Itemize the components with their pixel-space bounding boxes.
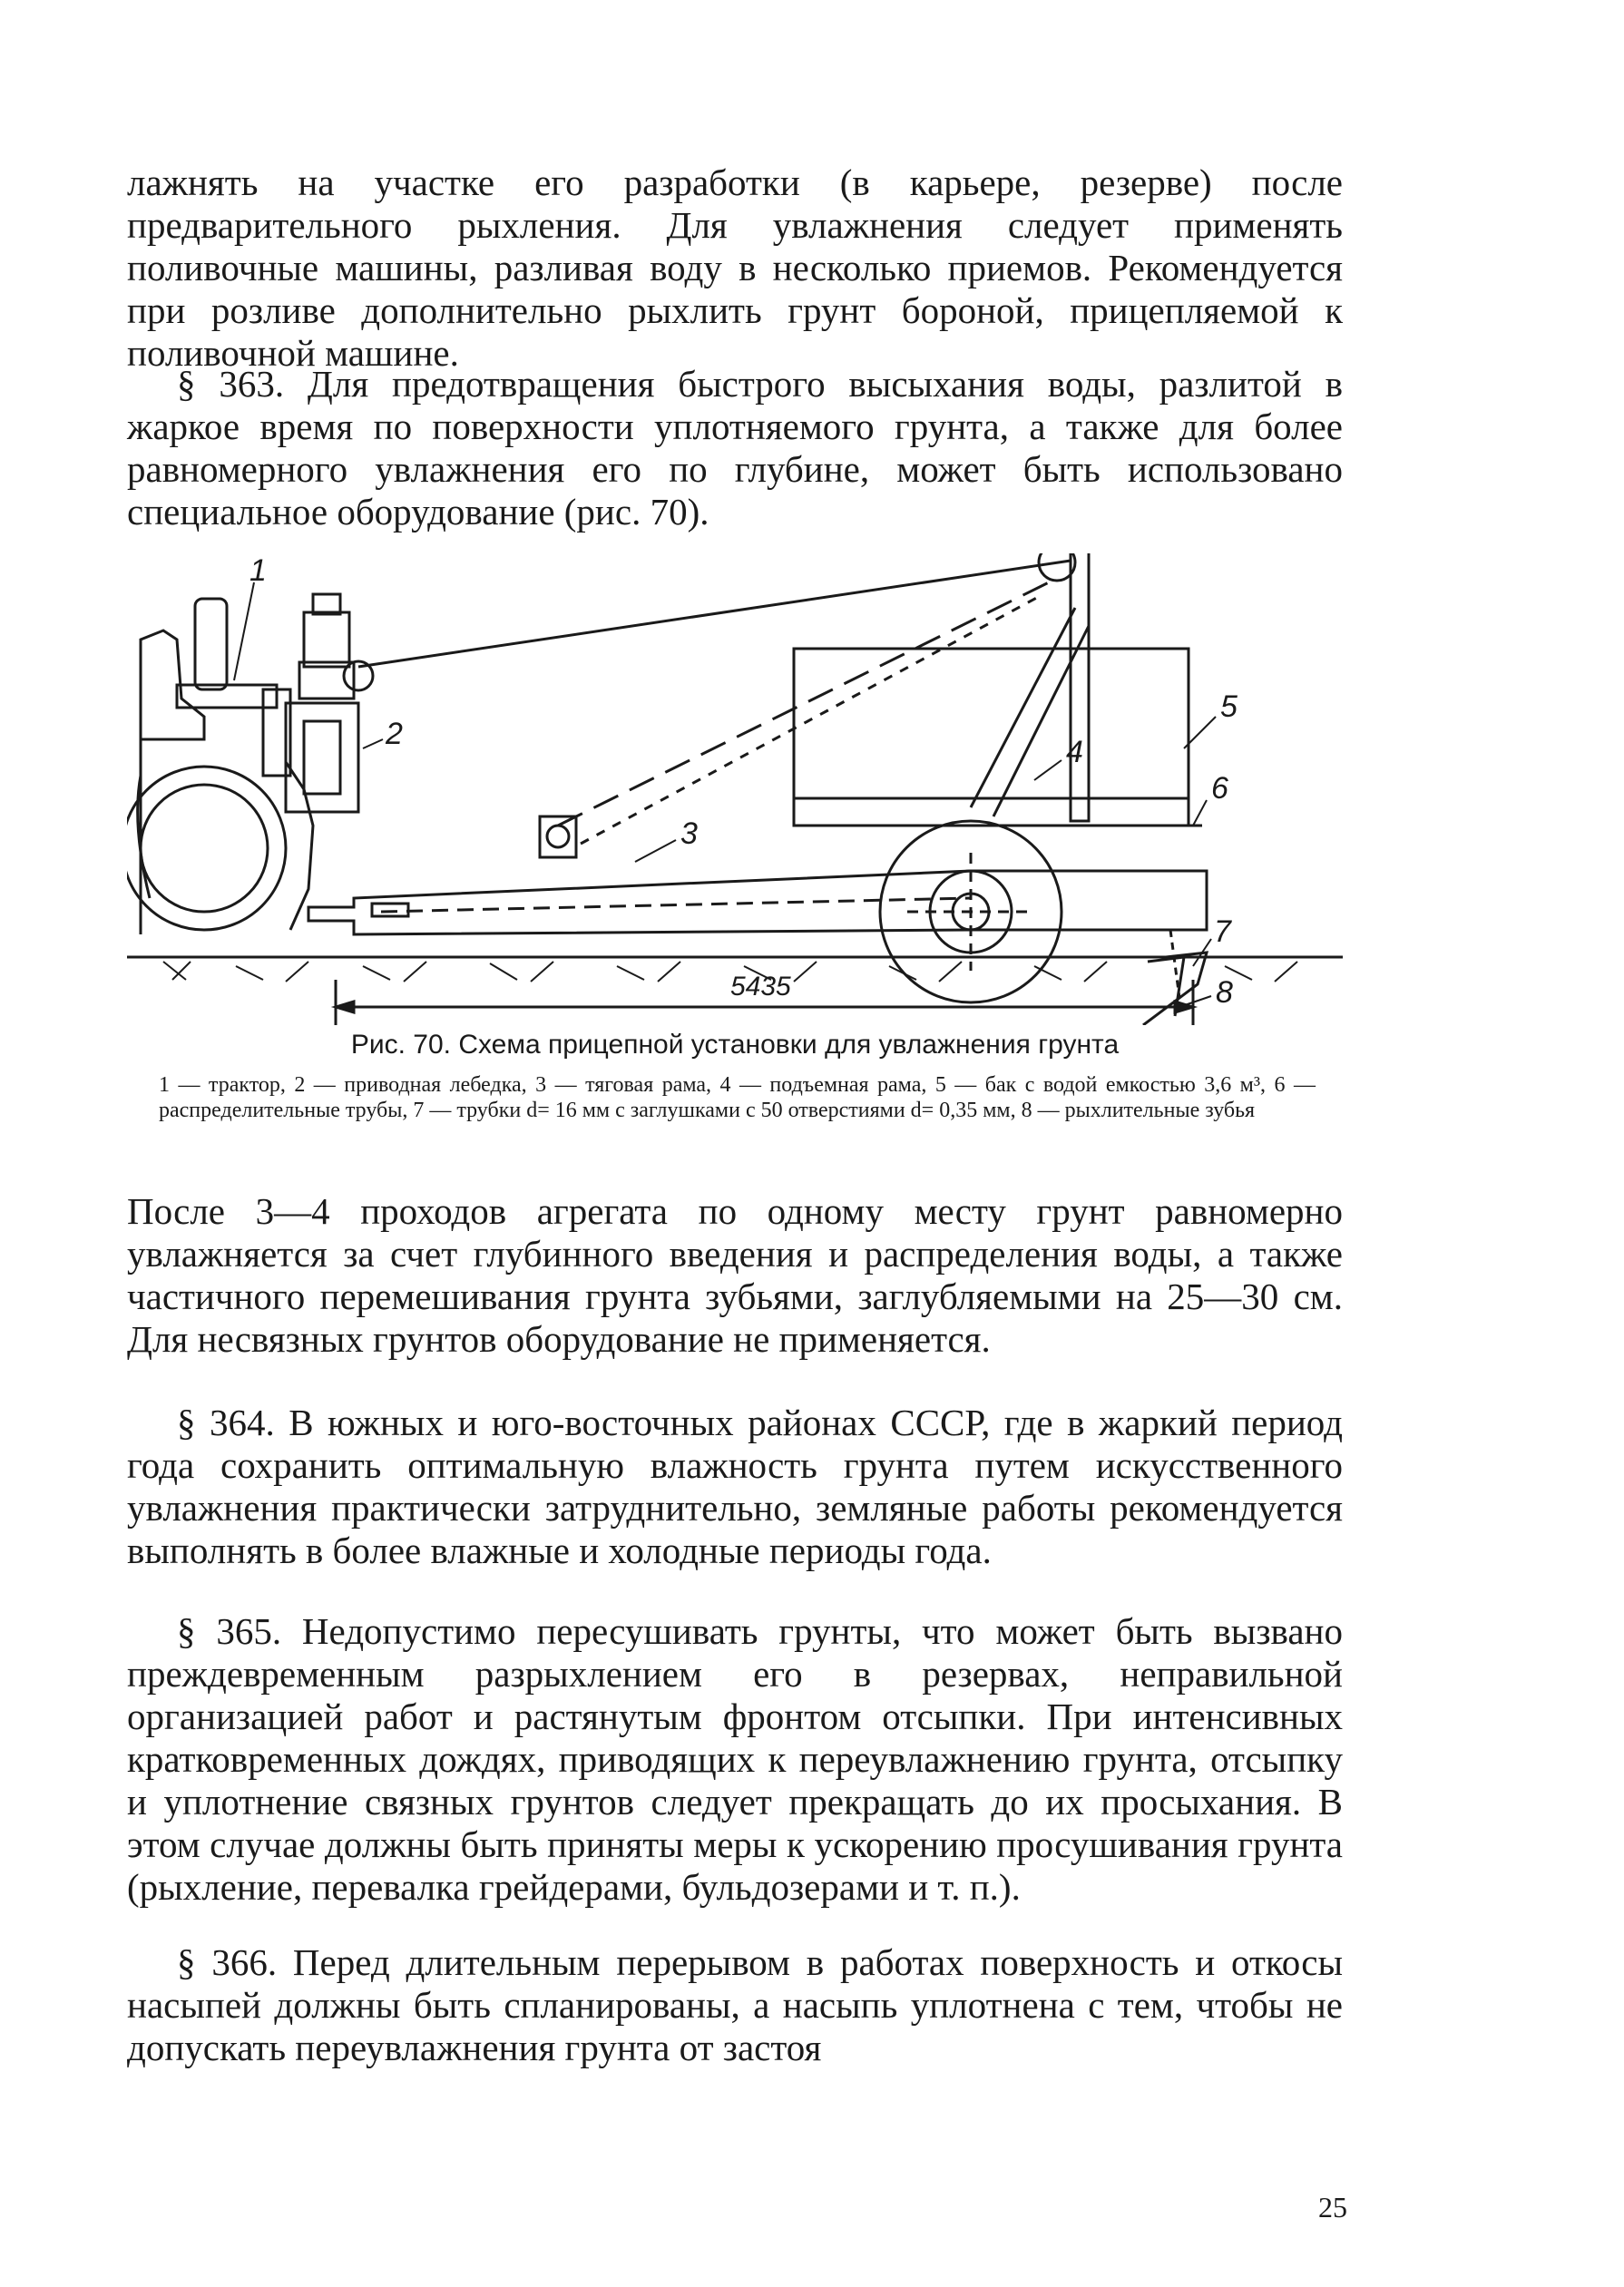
teeth-drawing [1143,826,1207,1025]
paragraph-365: § 365. Недопустимо пересушивать грунты, что может быть вызвано преждевременным разрыхлением его в резервах, неправильной организацией работ и растянутым фронтом отсыпки. При интенсивных кратковременных дождях, приводящих к переувлажнению грунта, отсыпку и уплотнение связных грунтов следует прекращать до их просыхания. В этом случае должны быть приняты меры к ускорению просушивания грунта (рыхление, перевалка грейдерами, бульдозерами и т. п.). [127,1610,1343,1908]
label-3: 3 [680,816,698,851]
label-7: 7 [1214,914,1231,949]
label-1: 1 [249,553,267,588]
label-6: 6 [1211,771,1228,806]
paragraph-364: § 364. В южных и юго-восточных районах СССР, где в жаркий период года сохранить оптимальную влажность грунта путем искусственного увлажнения практически затруднительно, земляные работы рекомендуется выполнять в более влажные и холодные периоды года. [127,1402,1343,1571]
label-8: 8 [1216,975,1233,1010]
label-4: 4 [1066,735,1083,769]
trailer-schematic [127,553,1343,1025]
dimension-label: 5435 [730,972,791,1002]
figure-70 [127,553,1343,1025]
paragraph-after-figure: После 3—4 проходов агрегата по одному месту грунт равномерно увлажняется за счет глубинного введения и распределения воды, а также частичного перемешивания грунта зубьями, заглубляемыми на 25—30 см. Для несвязных грунтов оборудование не применяется. [127,1190,1343,1360]
paragraph-intro: лажнять на участке его разработки (в карьере, резерве) после предварительного рыхления. Для увлажнения следует применять поливочные машины, разливая воду в несколько приемов. Рекомендуется при розливе дополнительно рыхлить грунт бороной, прицепляемой к поливочной машине. [127,161,1343,374]
page-number: 25 [1318,2191,1347,2223]
figure-caption-title: Рис. 70. Схема прицепной установки для увлажнения грунта [350,1030,1120,1060]
paragraph-366: § 366. Перед длительным перерывом в работах поверхность и откосы насыпей должны быть спланированы, а насыпь уплотнена с тем, чтобы не допускать переувлажнения грунта от застоя [127,1941,1343,2068]
figure-caption-legend: 1 — трактор, 2 — приводная лебедка, 3 — тяговая рама, 4 — подъемная рама, 5 — бак с водой емкостью 3,6 м³, 6 — распределительные трубы, 7 — трубки d= 16 мм с заглушками с 50 отверстиями d= 0,35 мм, 8 — рыхлительные зубья [159,1073,1316,1122]
label-2: 2 [386,717,403,751]
paragraph-363: § 363. Для предотвращения быстрого высыхания воды, разлитой в жаркое время по поверхности уплотняемого грунта, а также для более равномерного увлажнения его по глубине, может быть использовано специальное оборудование (рис. 70). [127,363,1343,533]
cable-line [358,561,1071,667]
lifting-frame-drawing [971,553,1089,821]
leader-lines [234,582,1216,1007]
label-5: 5 [1220,689,1238,724]
